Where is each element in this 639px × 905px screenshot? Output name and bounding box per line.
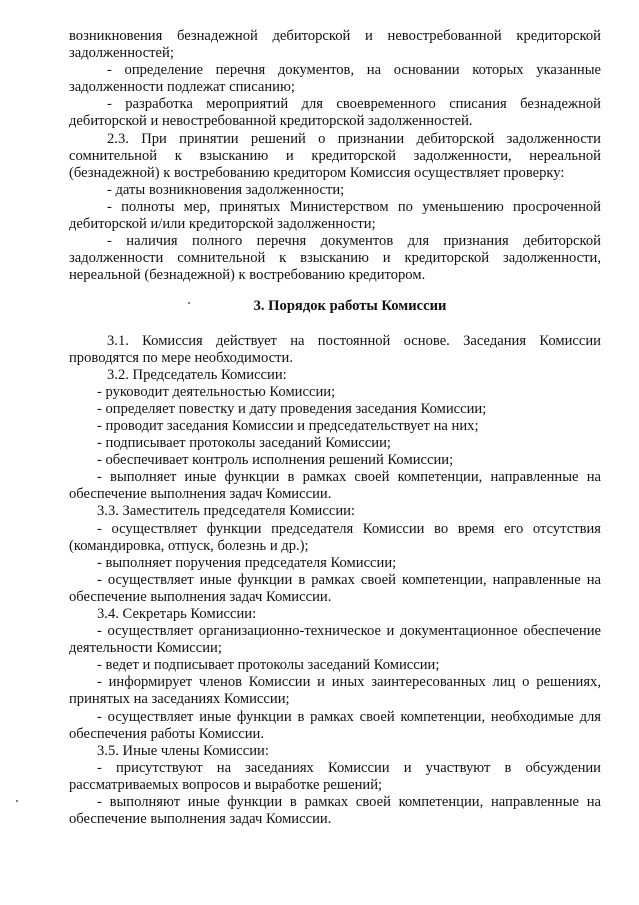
paragraph: - даты возникновения задолженности; — [107, 181, 345, 198]
document-body — [69, 28, 601, 828]
paragraph: - осуществляет иные функции в рамках своей компетенции, направленные на обеспечение выполнения задач Комиссии. — [69, 571, 601, 605]
section-2-continuation — [69, 28, 601, 284]
paragraph: 3.2. Председатель Комиссии: — [107, 366, 287, 383]
paragraph: - осуществляет иные функции в рамках своей компетенции, необходимые для обеспечения работы Комиссии. — [69, 708, 601, 742]
paragraph: - выполняет поручения председателя Комиссии; — [97, 554, 397, 571]
paragraph: - осуществляет организационно-техническое и документационное обеспечение деятельности Комиссии; — [69, 623, 601, 657]
paragraph: - информирует членов Комиссии и иных заинтересованных лиц о решениях, принятых на заседаниях Комиссии; — [69, 674, 601, 708]
scan-speck — [188, 302, 190, 304]
paragraph: - руководит деятельностью Комиссии; — [97, 383, 336, 400]
paragraph: - подписывает протоколы заседаний Комиссии; — [97, 435, 391, 452]
paragraph: - выполняет иные функции в рамках своей компетенции, направленные на обеспечение выполнения задач Комиссии. — [69, 469, 601, 503]
paragraph: 2.3. При принятии решений о признании дебиторской задолженности сомнительной к взысканию и кредиторской задолженности, нереальной (безнадежной) к востребованию кредитором Комиссия осуществляет проверку: — [69, 130, 601, 181]
paragraph: - разработка мероприятий для своевременного списания безнадежной дебиторской и невостребованной кредиторской задолженностей. — [69, 96, 601, 130]
paragraph: 3.3. Заместитель председателя Комиссии: — [97, 503, 355, 520]
paragraph: 3.5. Иные члены Комиссии: — [97, 742, 269, 759]
paragraph: 3.1. Комиссия действует на постоянной основе. Заседания Комиссии проводятся по мере необходимости. — [69, 332, 601, 366]
paragraph: - ведет и подписывает протоколы заседаний Комиссии; — [97, 657, 440, 674]
scan-speck — [16, 800, 18, 802]
paragraph: - проводит заседания Комиссии и председательствует на них; — [97, 417, 479, 434]
paragraph: - определение перечня документов, на основании которых указанные задолженности подлежат списанию; — [69, 62, 601, 96]
paragraph: - обеспечивает контроль исполнения решений Комиссии; — [97, 452, 454, 469]
paragraph: - наличия полного перечня документов для признания дебиторской задолженности сомнительной к взысканию и кредиторской задолженности, нереальной (безнадежной) к востребованию кредитором. — [69, 233, 601, 284]
paragraph: - выполняют иные функции в рамках своей компетенции, направленные на обеспечение выполнения задач Комиссии. — [69, 794, 601, 828]
section-3-heading: 3. Порядок работы Комиссии — [253, 298, 447, 315]
paragraph: - полноты мер, принятых Министерством по уменьшению просроченной дебиторской и/или кредиторской задолженности; — [69, 198, 601, 233]
paragraph: 3.4. Секретарь Комиссии: — [97, 606, 257, 622]
paragraph: - присутствуют на заседаниях Комиссии и участвуют в обсуждении рассматриваемых вопросов и выработке решений; — [69, 759, 601, 793]
paragraph: возникновения безнадежной дебиторской и невостребованной кредиторской задолженностей; — [69, 28, 601, 62]
paragraph: - определяет повестку и дату проведения заседания Комиссии; — [97, 400, 487, 417]
paragraph: - осуществляет функции председателя Комиссии во время его отсутствия (командировка, отпуск, болезнь и др.); — [69, 520, 601, 554]
section-3-body — [69, 333, 601, 829]
